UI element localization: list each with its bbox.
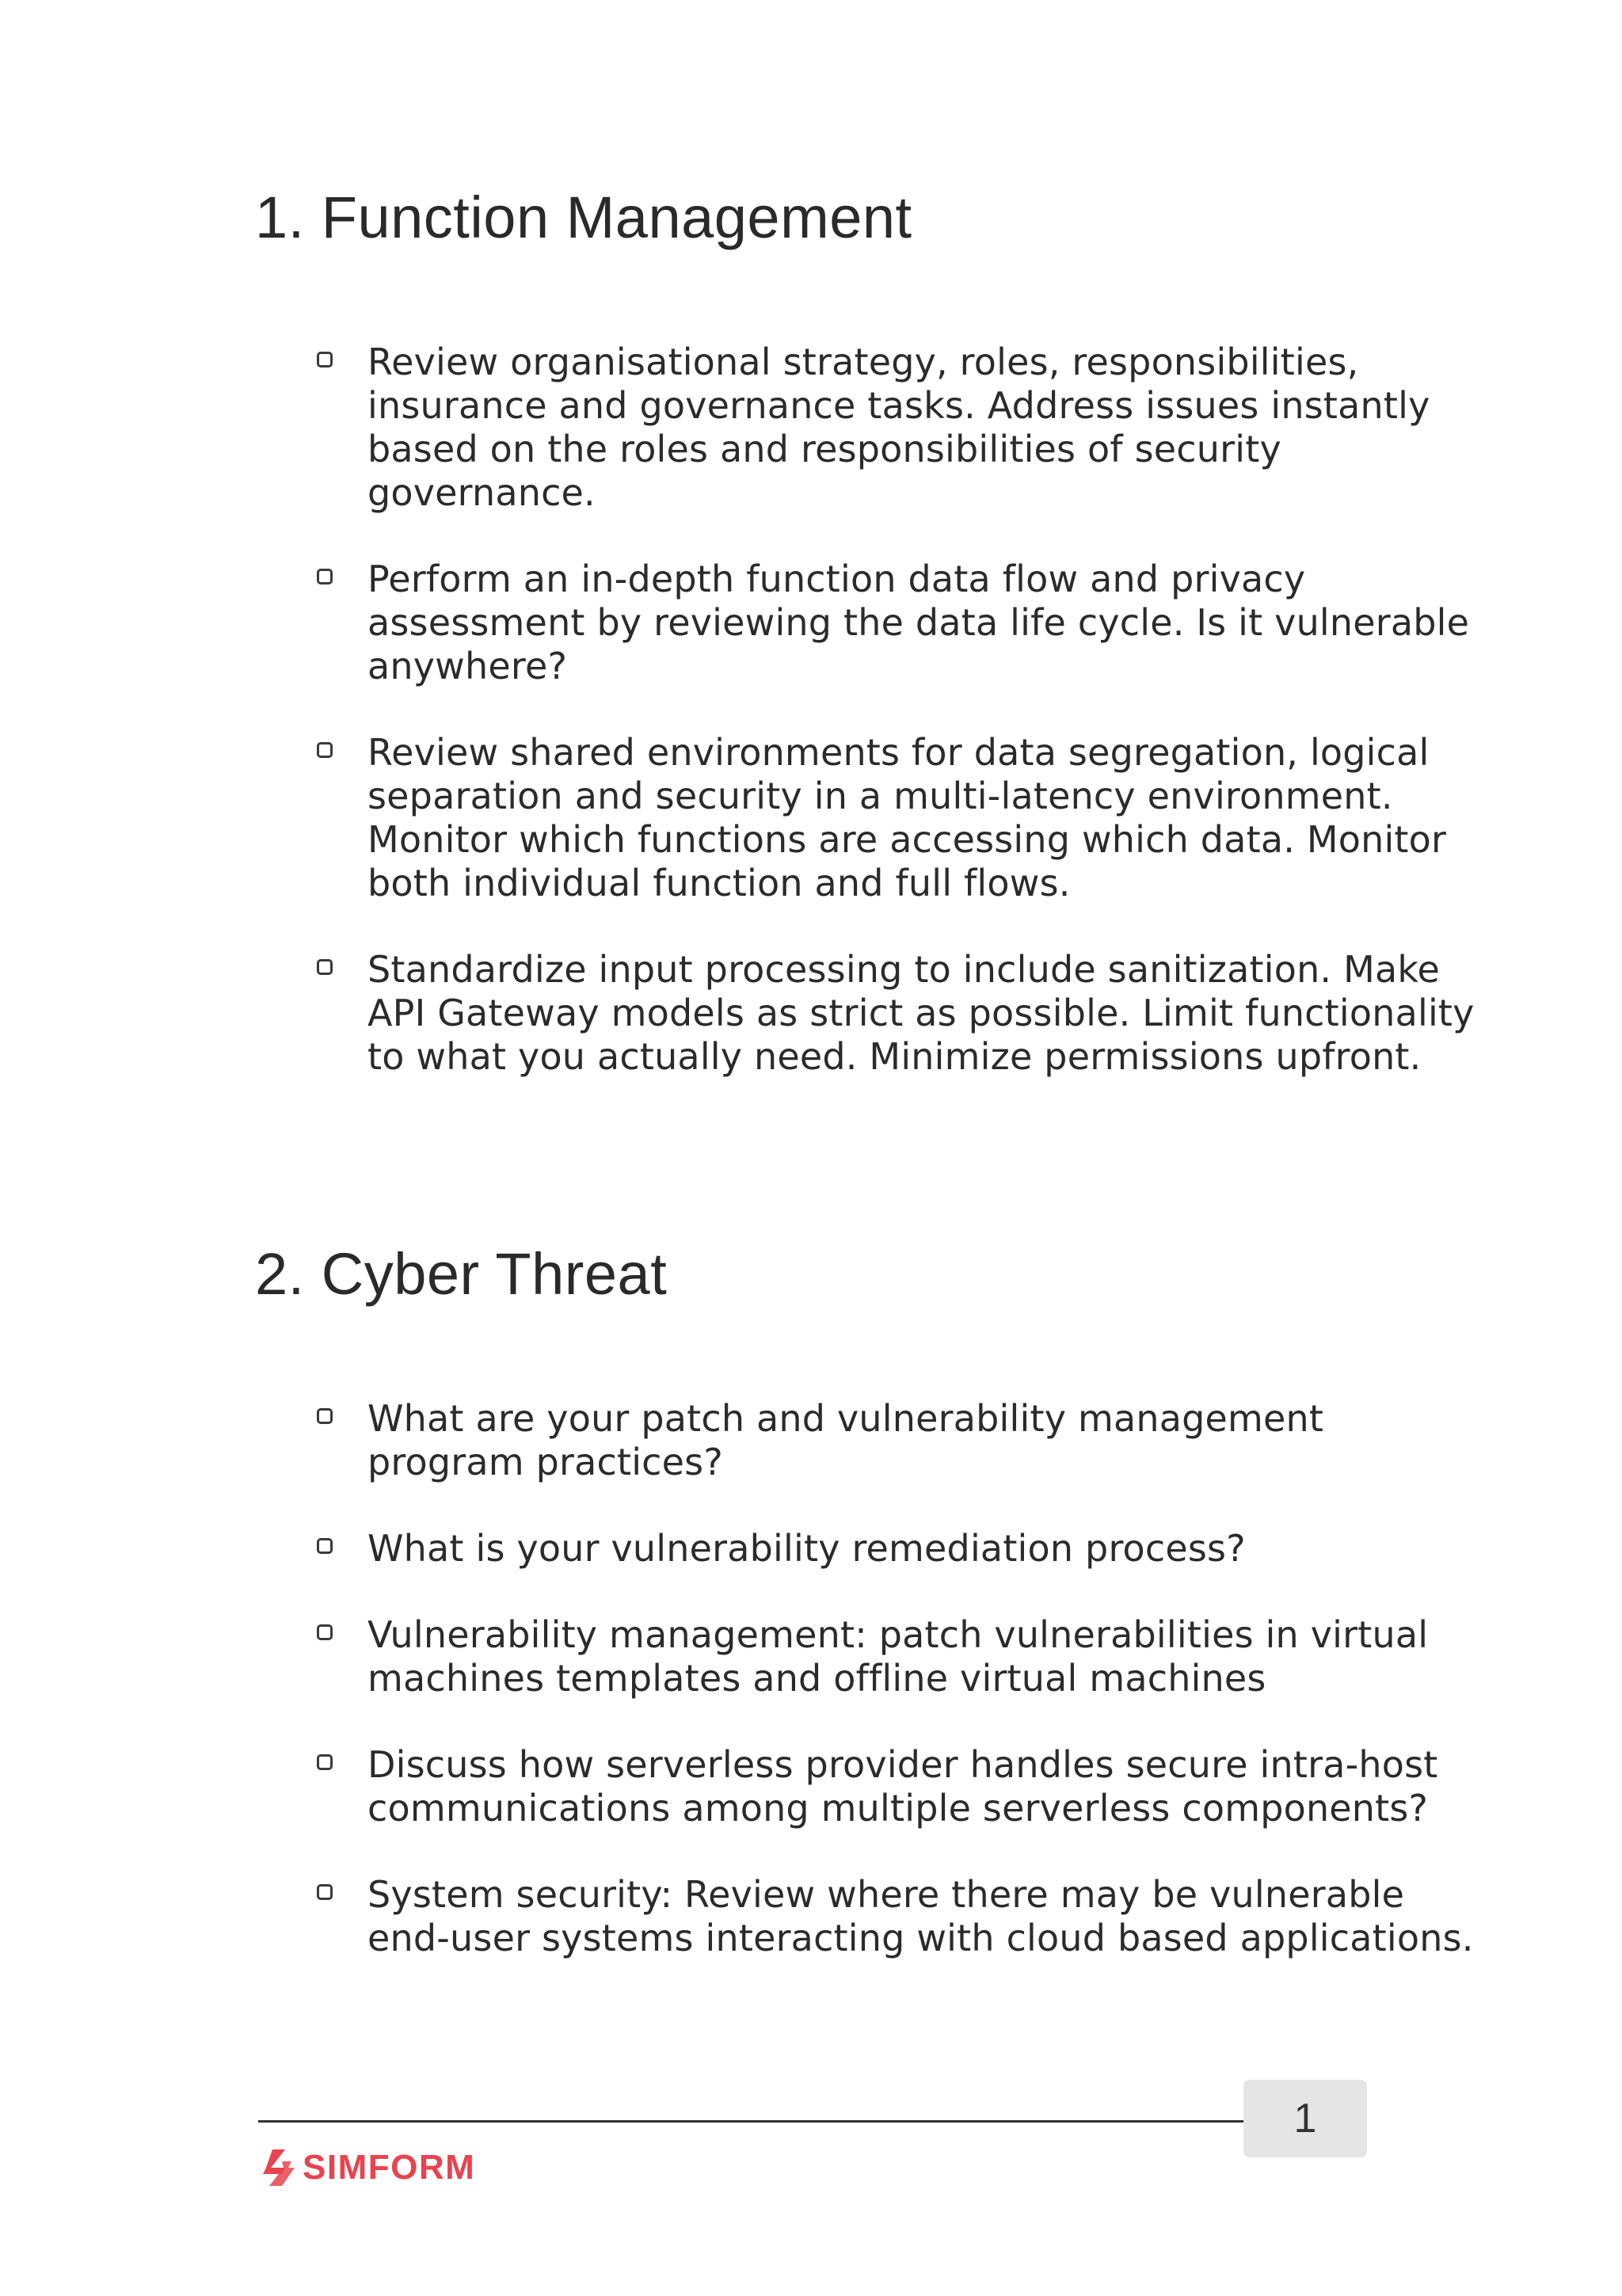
list-item-text: What is your vulnerability remediation process? xyxy=(367,1527,1246,1570)
checkbox-bullet-icon xyxy=(317,1538,333,1554)
list-item-text: Review organisational strategy, roles, responsibilities, insurance and governance tasks. Address issues instantly based on the roles and responsibilities of security governance. xyxy=(367,341,1430,514)
list-item xyxy=(317,1397,1489,1484)
checkbox-bullet-icon xyxy=(317,1754,333,1770)
page-number-badge xyxy=(1243,2080,1367,2157)
checkbox-bullet-icon xyxy=(317,1408,333,1424)
list-item-text: Review shared environments for data segregation, logical separation and security in a multi-latency environment. Monitor which functions are accessing which data. Monitor both individual function and full flows. xyxy=(367,731,1447,904)
footer-divider xyxy=(258,2120,1243,2123)
list-item-text: Vulnerability management: patch vulnerabilities in virtual machines templates and offline virtual machines xyxy=(367,1613,1429,1700)
list-item xyxy=(317,1613,1489,1700)
section-title-function-management: 1. Function Management xyxy=(255,185,912,250)
simform-logo xyxy=(258,2148,475,2187)
list-item-text: Perform an in-depth function data flow and privacy assessment by reviewing the data life cycle. Is it vulnerable anywhere? xyxy=(367,558,1470,687)
checkbox-bullet-icon xyxy=(317,352,333,367)
checkbox-bullet-icon xyxy=(317,1884,333,1900)
list-item-text: Standardize input processing to include sanitization. Make API Gateway models as strict as possible. Limit functionality to what you actually need. Minimize permissions upfront. xyxy=(367,948,1475,1078)
list-item xyxy=(317,1743,1489,1830)
checkbox-bullet-icon xyxy=(317,742,333,758)
logo-wordmark: SIMFORM xyxy=(303,2148,476,2187)
list-item xyxy=(317,558,1489,688)
simform-logo-icon xyxy=(258,2148,296,2187)
section-title-cyber-threat: 2. Cyber Threat xyxy=(255,1241,668,1307)
list-item xyxy=(317,948,1489,1079)
list-item xyxy=(317,1873,1489,1960)
page-number: 1 xyxy=(1293,2096,1317,2142)
cyber-threat-list xyxy=(317,1397,1489,2003)
list-item xyxy=(317,1527,1489,1571)
checkbox-bullet-icon xyxy=(317,1624,333,1640)
list-item-text: Discuss how serverless provider handles secure intra-host communications among multiple serverless components? xyxy=(367,1743,1438,1830)
checkbox-bullet-icon xyxy=(317,959,333,975)
checkbox-bullet-icon xyxy=(317,569,333,584)
list-item-text: What are your patch and vulnerability management program practices? xyxy=(367,1397,1324,1483)
list-item xyxy=(317,731,1489,905)
list-item-text: System security: Review where there may be vulnerable end-user systems interacting with cloud based applications. xyxy=(367,1873,1474,1959)
list-item xyxy=(317,341,1489,515)
function-management-list xyxy=(317,341,1489,1121)
